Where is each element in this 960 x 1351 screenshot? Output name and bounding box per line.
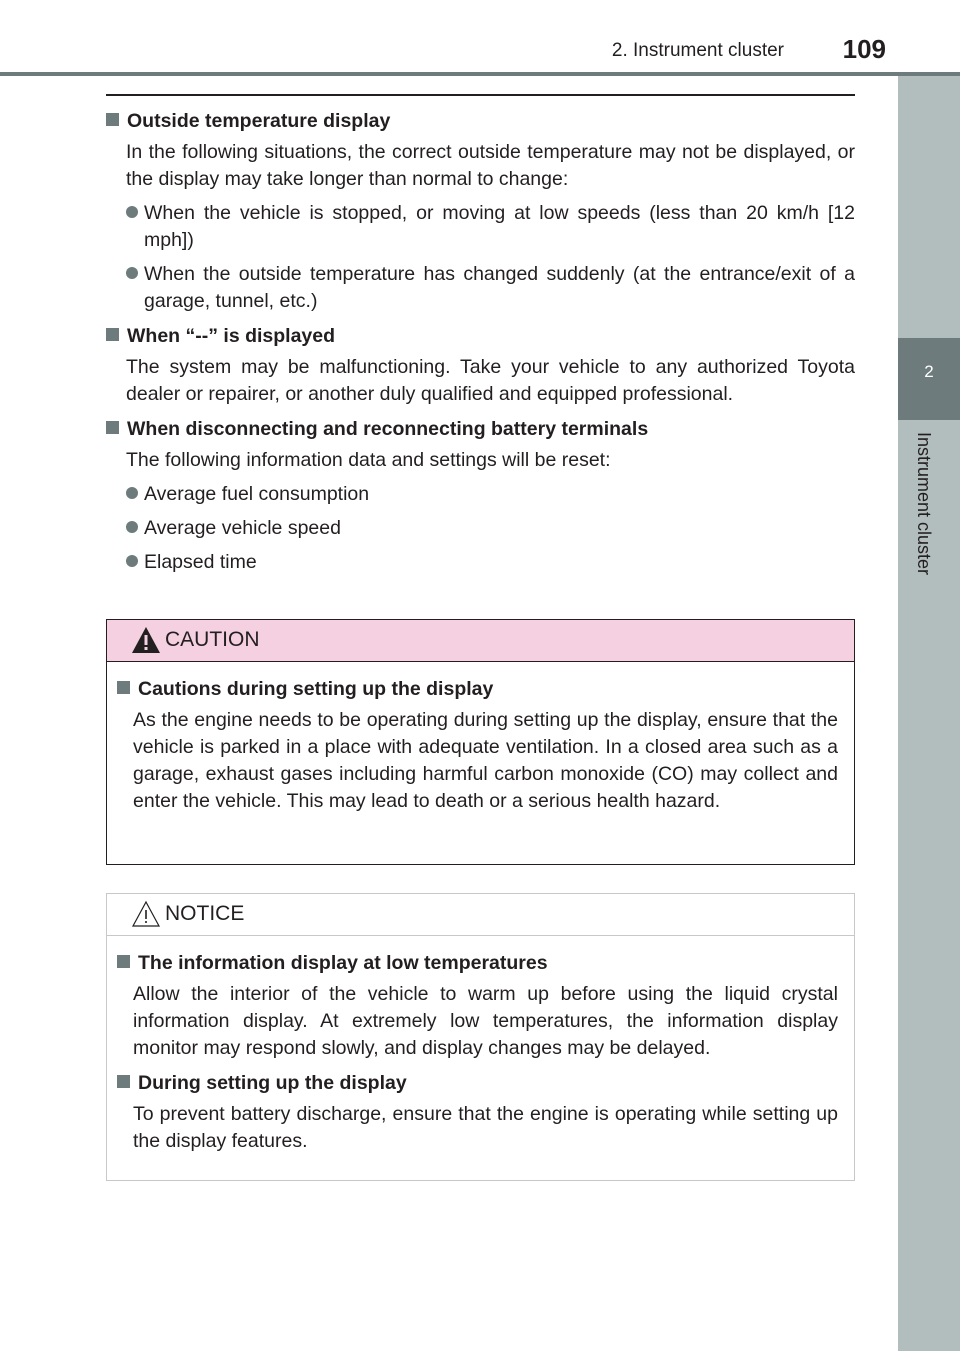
side-tab-number: 2	[924, 362, 934, 381]
section-heading: Outside temperature display	[106, 108, 855, 135]
list-item: Elapsed time	[126, 549, 855, 576]
page-number: 109	[842, 34, 886, 64]
list-item: When the outside temperature has changed suddenly (at the entrance/exit of a garage, tunnel, etc.)	[126, 261, 855, 315]
caution-title: CAUTION	[165, 628, 260, 651]
circle-bullet-icon	[126, 521, 138, 533]
section-text: The system may be malfunctioning. Take your vehicle to any authorized Toyota dealer or repairer, or another duly qualified and equipped professional.	[126, 356, 855, 405]
list-item: Average fuel consumption	[126, 481, 855, 508]
circle-bullet-icon	[126, 267, 138, 279]
warning-icon	[131, 626, 161, 654]
notice-title: NOTICE	[165, 902, 245, 925]
square-bullet-icon	[106, 328, 119, 341]
square-bullet-icon	[117, 1075, 130, 1088]
page-header-section: 2. Instrument cluster	[611, 40, 784, 61]
warning-outline-icon	[131, 900, 161, 928]
square-bullet-icon	[106, 421, 119, 434]
section-heading: When “--” is displayed	[106, 323, 855, 350]
notice-text: Allow the interior of the vehicle to warm up before using the liquid crystal information display. At extremely low temperatures, the information display monitor may respond slowly, and display changes may be delayed.	[133, 983, 838, 1059]
caution-header	[107, 620, 854, 662]
list-item: Average vehicle speed	[126, 515, 855, 542]
header-rule	[0, 72, 960, 76]
section-text: The following information data and settings will be reset:	[126, 449, 611, 471]
notice-header	[107, 894, 854, 936]
caution-body	[107, 662, 854, 815]
side-tab-upper	[898, 76, 960, 338]
circle-bullet-icon	[126, 487, 138, 499]
notice-heading: During setting up the display	[117, 1070, 838, 1097]
main-content	[106, 108, 855, 576]
side-tab-label: Instrument cluster	[914, 432, 934, 576]
notice-heading: The information display at low temperatures	[117, 950, 838, 977]
square-bullet-icon	[117, 681, 130, 694]
circle-bullet-icon	[126, 555, 138, 567]
section-text: In the following situations, the correct outside temperature may not be displayed, or the display may take longer than normal to change:	[126, 141, 855, 190]
notice-body	[107, 936, 854, 1155]
notice-text: To prevent battery discharge, ensure that the engine is operating while setting up the display features.	[133, 1103, 838, 1152]
square-bullet-icon	[106, 113, 119, 126]
section-heading: When disconnecting and reconnecting battery terminals	[106, 416, 855, 443]
caution-heading: Cautions during setting up the display	[117, 676, 838, 703]
list-item: When the vehicle is stopped, or moving at low speeds (less than 20 km/h [12 mph])	[126, 200, 855, 254]
notice-box	[106, 893, 855, 1181]
caution-text: As the engine needs to be operating during setting up the display, ensure that the vehicle is parked in a place with adequate ventilation. In a closed area such as a garage, exhaust gases including harmful carbon monoxide (CO) may collect and enter the vehicle. This may lead to death or a serious health hazard.	[133, 709, 838, 812]
content-top-rule	[106, 94, 855, 96]
circle-bullet-icon	[126, 206, 138, 218]
caution-box	[106, 619, 855, 865]
square-bullet-icon	[117, 955, 130, 968]
